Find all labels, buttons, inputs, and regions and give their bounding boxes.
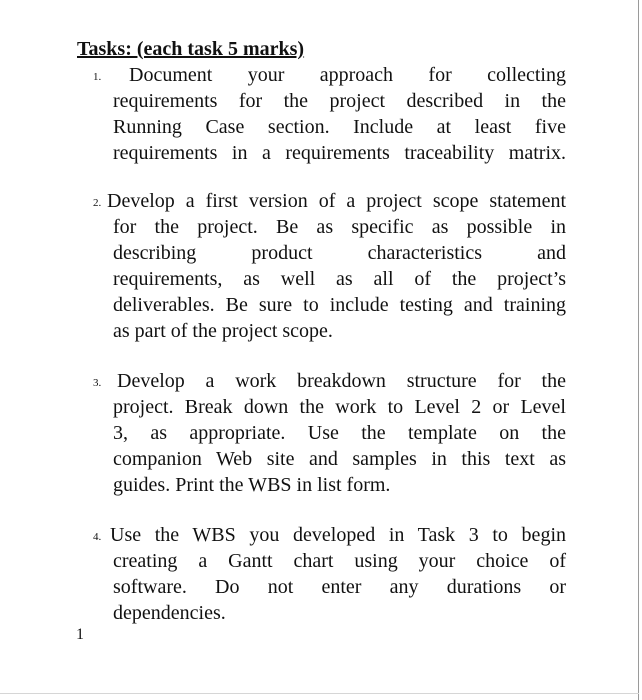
task-4 bbox=[110, 522, 566, 626]
task-4-line-4: dependencies. bbox=[113, 602, 226, 624]
task-2 bbox=[107, 188, 566, 344]
task-3-line-3: 3, as appropriate. Use the template on the bbox=[113, 422, 566, 444]
task-1-line-4: requirements in a requirements traceability matrix. bbox=[113, 142, 566, 164]
task-2-line-3: describing product characteristics and bbox=[113, 242, 566, 264]
page-right-edge bbox=[638, 0, 639, 700]
task-4-number: 4. bbox=[93, 531, 102, 543]
task-4-line-1: Use the WBS you developed in Task 3 to begin bbox=[110, 524, 566, 546]
task-3-number: 3. bbox=[93, 377, 102, 389]
task-2-line-6: as part of the project scope. bbox=[113, 320, 333, 342]
task-2-line-5: deliverables. Be sure to include testing and training bbox=[113, 294, 566, 316]
task-1-line-2: requirements for the project described in the bbox=[113, 90, 566, 112]
task-1-number: 1. bbox=[93, 71, 102, 83]
task-3 bbox=[113, 368, 566, 498]
task-2-line-1: Develop a first version of a project scope statement bbox=[107, 190, 566, 212]
task-1 bbox=[113, 62, 566, 166]
task-1-line-3: Running Case section. Include at least five bbox=[113, 116, 566, 138]
page-bottom-edge bbox=[0, 693, 639, 694]
task-3-line-5: guides. Print the WBS in list form. bbox=[113, 474, 391, 496]
task-3-line-2: project. Break down the work to Level 2 or Level bbox=[113, 396, 566, 418]
tasks-heading: Tasks: (each task 5 marks) bbox=[77, 38, 305, 60]
task-2-line-4: requirements, as well as all of the project’s bbox=[113, 268, 566, 290]
task-3-line-1: Develop a work breakdown structure for the bbox=[117, 370, 566, 392]
task-2-line-2: for the project. Be as specific as possible in bbox=[113, 216, 566, 238]
task-4-line-3: software. Do not enter any durations or bbox=[113, 576, 566, 598]
task-2-number: 2. bbox=[93, 197, 102, 209]
task-1-line-1: Document your approach for collecting bbox=[129, 64, 566, 86]
page-number: 1 bbox=[76, 626, 84, 643]
task-3-line-4: companion Web site and samples in this text as bbox=[113, 448, 566, 470]
task-4-line-2: creating a Gantt chart using your choice of bbox=[113, 550, 566, 572]
